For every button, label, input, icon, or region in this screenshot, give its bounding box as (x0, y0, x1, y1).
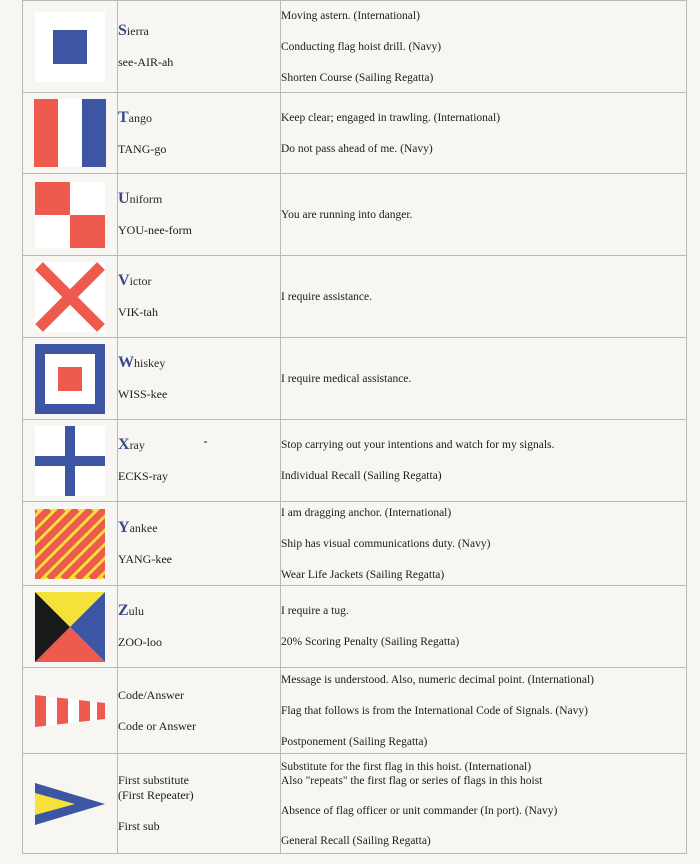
meaning-cell (281, 1, 687, 93)
flag-cell (23, 174, 118, 256)
meaning-line: General Recall (Sailing Regatta) (281, 834, 431, 847)
flag-name-cell (118, 502, 281, 586)
meaning-line: Message is understood. Also, numeric decimal point. (International) (281, 673, 594, 686)
flag-name-cell (118, 586, 281, 668)
meaning-cell (281, 754, 687, 854)
tango-flag-icon (34, 99, 106, 167)
flag-initial: T (118, 108, 129, 126)
meaning-line: Substitute for the first flag in this hoist. (International) (281, 760, 532, 773)
meaning-cell (281, 420, 687, 502)
meaning-line: Shorten Course (Sailing Regatta) (281, 71, 434, 84)
signal-flags-table (22, 0, 687, 854)
meaning-line: I require a tug. (281, 605, 349, 617)
meaning-line: Keep clear; engaged in trawling. (International) (281, 111, 501, 124)
meaning-line: Wear Life Jackets (Sailing Regatta) (281, 568, 445, 581)
xray-flag-icon (35, 426, 105, 496)
scan-speck (204, 441, 207, 443)
flag-name-cell (118, 174, 281, 256)
flag-initial: Y (118, 519, 130, 536)
table-row (23, 586, 687, 668)
meaning-line: Also "repeats" the first flag or series of flags in this hoist (281, 774, 543, 787)
flag-name: Code/Answer (118, 687, 184, 702)
flag-initial: S (118, 22, 127, 39)
meaning-line: Individual Recall (Sailing Regatta) (281, 470, 442, 482)
meaning-line: Ship has visual communications duty. (Navy) (281, 537, 491, 550)
flag-pronunciation: WISS-kee (118, 387, 168, 401)
meaning-line: Moving astern. (International) (281, 9, 420, 22)
flag-cell (23, 338, 118, 420)
flag-pronunciation: ECKS-ray (118, 469, 168, 483)
meaning-line: I require assistance. (281, 290, 373, 303)
flag-pronunciation: ZOO-loo (118, 635, 162, 649)
flag-name-cell (118, 93, 281, 174)
flag-name: Yankee (118, 519, 158, 536)
table-row (23, 754, 687, 854)
meaning-cell (281, 93, 687, 174)
flag-name: Tango (118, 108, 152, 126)
flag-initial: W (118, 354, 134, 371)
meaning-line: 20% Scoring Penalty (Sailing Regatta) (281, 636, 460, 648)
table-row (23, 338, 687, 420)
flag-name: Xray (118, 436, 145, 453)
sierra-flag-icon (35, 12, 105, 82)
meaning-line: Flag that follows is from the International Code of Signals. (Navy) (281, 704, 588, 717)
flag-name-cell (118, 668, 281, 754)
flag-pronunciation: VIK-tah (118, 305, 158, 319)
flag-cell (23, 420, 118, 502)
flag-pronunciation: YANG-kee (118, 552, 172, 566)
meaning-line: You are running into danger. (281, 208, 413, 221)
flag-pronunciation: YOU-nee-form (118, 223, 192, 237)
flag-name-cell (118, 420, 281, 502)
flag-cell (23, 93, 118, 174)
meaning-line: I require medical assistance. (281, 372, 412, 385)
flag-name: Victor (118, 272, 152, 289)
table-row (23, 502, 687, 586)
first-substitute-pennant-icon (35, 783, 105, 825)
table-row (23, 174, 687, 256)
flag-initial: U (118, 190, 130, 207)
meaning-line: Postponement (Sailing Regatta) (281, 735, 428, 748)
flag-cell (23, 586, 118, 668)
flag-pronunciation: First sub (118, 819, 160, 833)
meaning-cell (281, 502, 687, 586)
zulu-flag-icon (35, 592, 105, 662)
victor-flag-icon (35, 262, 105, 332)
table-row (23, 1, 687, 93)
flag-cell (23, 502, 118, 586)
flag-name-cell (118, 754, 281, 854)
flag-name: Uniform (118, 190, 163, 207)
flag-name: First substitute (First Repeater) (118, 773, 194, 802)
meaning-line: Absence of flag officer or unit commander (In port). (Navy) (281, 804, 558, 817)
flag-name-cell (118, 256, 281, 338)
meaning-cell (281, 174, 687, 256)
meaning-line: Conducting flag hoist drill. (Navy) (281, 40, 442, 53)
meaning-line: Do not pass ahead of me. (Navy) (281, 142, 433, 155)
flag-name-cell (118, 338, 281, 420)
table-row (23, 668, 687, 754)
flag-name: Zulu (118, 602, 145, 619)
flag-cell (23, 754, 118, 854)
meaning-line: I am dragging anchor. (International) (281, 506, 452, 519)
flag-initial: Z (118, 602, 129, 619)
meaning-cell (281, 668, 687, 754)
yankee-flag-icon (35, 509, 105, 579)
flag-pronunciation: TANG-go (118, 141, 167, 156)
flag-pronunciation: see-AIR-ah (118, 55, 174, 69)
meaning-cell (281, 586, 687, 668)
code-answer-pennant-icon (35, 695, 105, 727)
whiskey-flag-icon (35, 344, 105, 414)
meaning-cell (281, 256, 687, 338)
table-row (23, 93, 687, 174)
table-row (23, 256, 687, 338)
flag-initial: X (118, 436, 130, 453)
flag-cell (23, 1, 118, 93)
flag-name-cell (118, 1, 281, 93)
meaning-cell (281, 338, 687, 420)
flag-initial: V (118, 272, 130, 289)
flag-pronunciation: Code or Answer (118, 718, 196, 733)
table-row (23, 420, 687, 502)
flag-name: Sierra (118, 22, 149, 39)
flag-cell (23, 256, 118, 338)
flag-cell (23, 668, 118, 754)
meaning-line: Stop carrying out your intentions and watch for my signals. (281, 439, 555, 451)
uniform-flag-icon (35, 182, 105, 248)
flag-name: Whiskey (118, 354, 166, 371)
